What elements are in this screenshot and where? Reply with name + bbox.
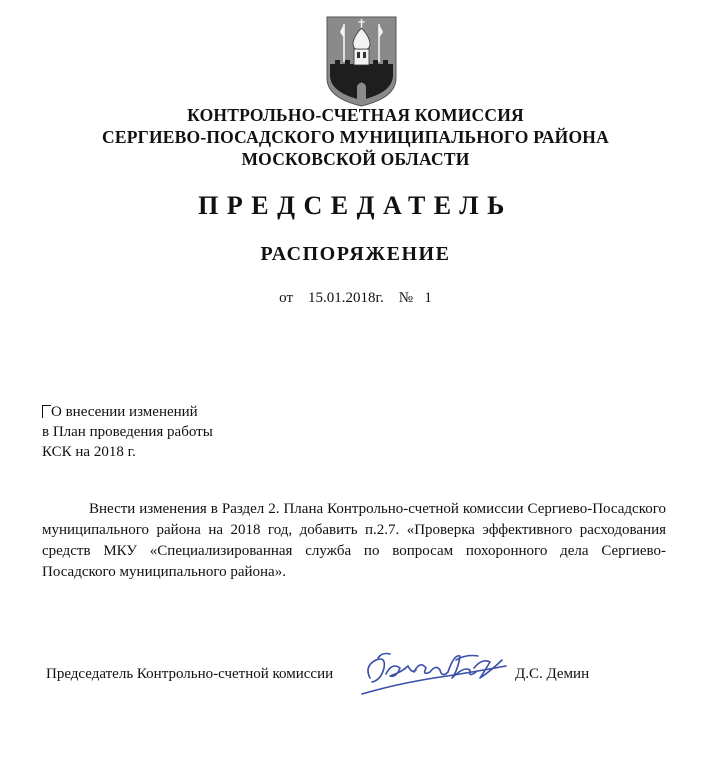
date-from-label: от <box>279 290 294 306</box>
subject-line-1: О внесении изменений <box>51 404 198 420</box>
order-date: 15.01.2018г. <box>308 290 384 306</box>
order-number: 1 <box>424 290 432 306</box>
header-line-2: СЕРГИЕВО-ПОСАДСКОГО МУНИЦИПАЛЬНОГО РАЙОНА <box>102 127 609 147</box>
order-number-label: № <box>398 290 414 306</box>
signatory-position: Председатель Контрольно-счетной комиссии <box>46 666 334 682</box>
header-line-3: МОСКОВСКОЙ ОБЛАСТИ <box>241 149 470 169</box>
order-title: РАСПОРЯЖЕНИЕ <box>260 243 451 265</box>
organization-header <box>0 104 711 170</box>
order-date-line <box>0 290 711 307</box>
header-line-1: КОНТРОЛЬНО-СЧЕТНАЯ КОМИССИЯ <box>187 105 524 125</box>
subject-line-2: в План проведения работы <box>42 424 213 440</box>
chairman-title: ПРЕДСЕДАТЕЛЬ <box>198 191 513 220</box>
order-subject <box>42 402 213 462</box>
handwritten-signature-icon <box>356 648 512 698</box>
subject-corner-mark <box>42 405 51 418</box>
signatory-name: Д.С. Демин <box>515 666 590 682</box>
subject-line-3: КСК на 2018 г. <box>42 444 136 460</box>
order-body-text: Внести изменения в Раздел 2. Плана Контрольно-счетной комиссии Сергиево-Посадского муниципального района на 2018 год, добавить п.2.7. «Проверка эффективного расходования средств МКУ «Специализированная служба по вопросам похоронного дела Сергиево-Посадского муниципального района». <box>42 501 666 580</box>
coat-of-arms-icon <box>326 16 397 107</box>
